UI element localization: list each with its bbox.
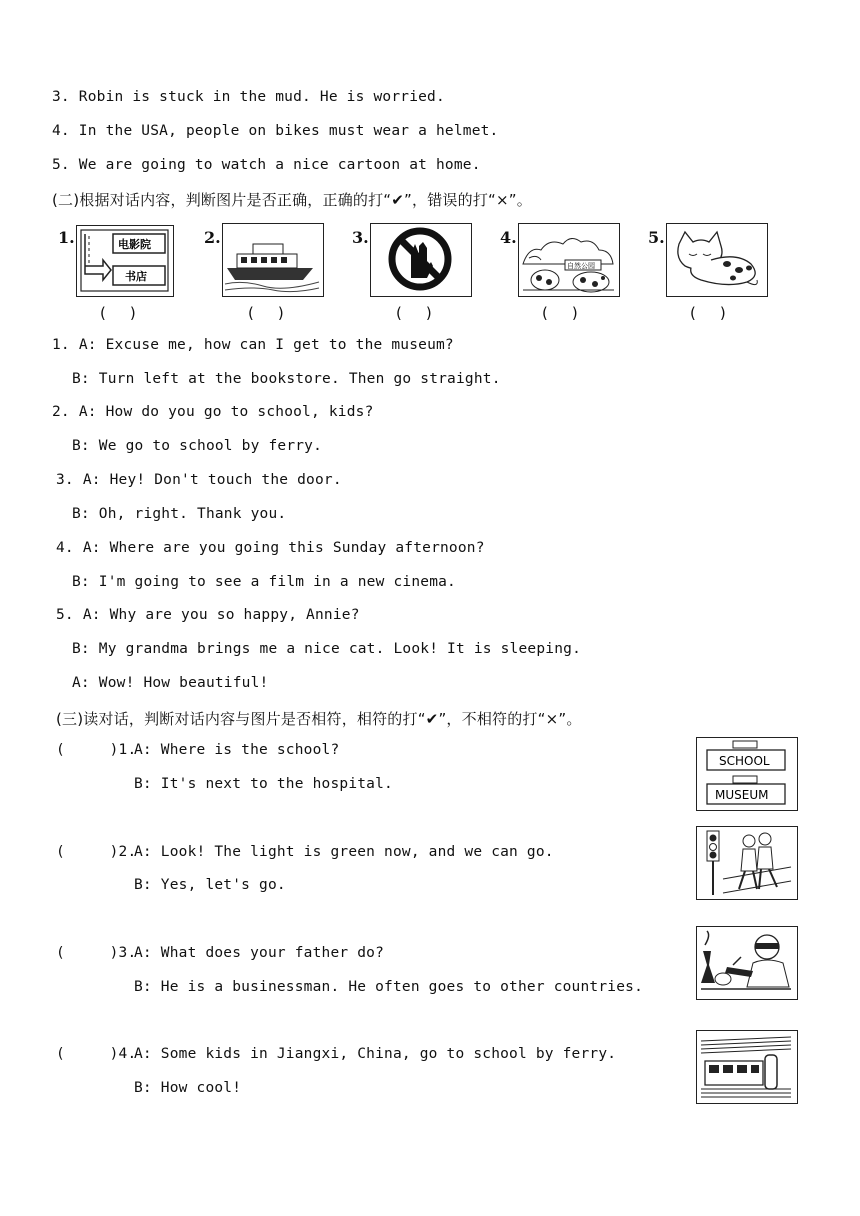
item-4-answer-blank[interactable]: ( )4.: [56, 1046, 137, 1062]
dialogue-5-line-c: A: Wow! How beautiful!: [72, 675, 269, 691]
no-touch-sign-icon: [370, 223, 472, 297]
dialogue-4-number: 4.: [56, 540, 74, 556]
dialogue-1-line-b: B: Turn left at the bookstore. Then go straight.: [72, 371, 501, 387]
dialogue-1-line-a: [52, 337, 454, 353]
picture-2-number: 2.: [204, 228, 221, 247]
picture-4-number: 4.: [500, 228, 517, 247]
dialogue-5-line-b: B: My grandma brings me a nice cat. Look! It is sleeping.: [72, 641, 581, 657]
sign-top-label: 电影院: [118, 238, 151, 251]
dialogue-2-number: 2.: [52, 404, 70, 420]
dialogue-3-line-b: B: Oh, right. Thank you.: [72, 506, 287, 522]
dialogue-line: A: Excuse me, how can I get to the museum?: [78, 337, 454, 353]
item-1-line-b: B: It's next to the hospital.: [134, 776, 393, 792]
picture-3-answer[interactable]: ( ): [396, 304, 433, 322]
dialogue-5-line-a: [56, 607, 360, 623]
dialogue-line: A: Hey! Don't touch the door.: [82, 472, 342, 488]
scientist-lab-icon: [696, 926, 798, 1000]
picture-2-answer[interactable]: ( ): [248, 304, 285, 322]
ferry-boat-icon: [222, 223, 324, 297]
dialogue-line: A: How do you go to school, kids?: [78, 404, 374, 420]
picture-3-number: 3.: [352, 228, 369, 247]
picture-5-number: 5.: [648, 228, 665, 247]
part2-instruction: (二)根据对话内容，判断图片是否正确，正确的打“✔”，错误的打“×”。: [52, 191, 532, 209]
item-1-line-a: A: Where is the school?: [134, 742, 340, 758]
item-3-line-b: B: He is a businessman. He often goes to other countries.: [134, 979, 643, 995]
sign-museum-label: MUSEUM: [715, 788, 769, 802]
dialogue-4-line-a: [56, 540, 485, 556]
dialogue-3-number: 3.: [56, 472, 74, 488]
dialogue-5-number: 5.: [56, 607, 74, 623]
sign-school-label: SCHOOL: [719, 754, 770, 768]
item-2-line-b: B: Yes, let's go.: [134, 877, 286, 893]
park-sign-label: 自然公园: [567, 262, 595, 270]
item-1-answer-blank[interactable]: ( )1.: [56, 742, 137, 758]
sentence-4: 4. In the USA, people on bikes must wear a helmet.: [52, 123, 499, 139]
sign-bottom-label: 书店: [125, 270, 147, 283]
item-2-answer-blank[interactable]: ( )2.: [56, 844, 137, 860]
item-4-line-a: A: Some kids in Jiangxi, China, go to school by ferry.: [134, 1046, 617, 1062]
park-scene-icon: [518, 223, 620, 297]
school-museum-sign-icon: [696, 737, 798, 811]
picture-5-answer[interactable]: ( ): [690, 304, 727, 322]
dialogue-4-line-b: B: I'm going to see a film in a new cinema.: [72, 574, 456, 590]
item-2-line-a: A: Look! The light is green now, and we can go.: [134, 844, 554, 860]
sentence-5: 5. We are going to watch a nice cartoon at home.: [52, 157, 481, 173]
dialogue-2-line-a: [52, 404, 374, 420]
subway-train-icon: [696, 1030, 798, 1104]
direction-sign-icon: [76, 225, 174, 297]
picture-4-answer[interactable]: ( ): [542, 304, 579, 322]
dialogue-line: A: Where are you going this Sunday afternoon?: [82, 540, 485, 556]
part3-instruction: (三)读对话，判断对话内容与图片是否相符，相符的打“✔”，不相符的打“×”。: [56, 710, 582, 728]
dialogue-2-line-b: B: We go to school by ferry.: [72, 438, 323, 454]
sentence-3: 3. Robin is stuck in the mud. He is worried.: [52, 89, 445, 105]
sleeping-cat-icon: [666, 223, 768, 297]
traffic-light-crossing-icon: [696, 826, 798, 900]
item-4-line-b: B: How cool!: [134, 1080, 242, 1096]
picture-1-answer[interactable]: ( ): [100, 304, 137, 322]
dialogue-line: A: Why are you so happy, Annie?: [82, 607, 360, 623]
item-3-line-a: A: What does your father do?: [134, 945, 385, 961]
item-3-answer-blank[interactable]: ( )3.: [56, 945, 137, 961]
dialogue-1-number: 1.: [52, 337, 70, 353]
dialogue-3-line-a: [56, 472, 342, 488]
picture-1-number: 1.: [58, 228, 75, 247]
